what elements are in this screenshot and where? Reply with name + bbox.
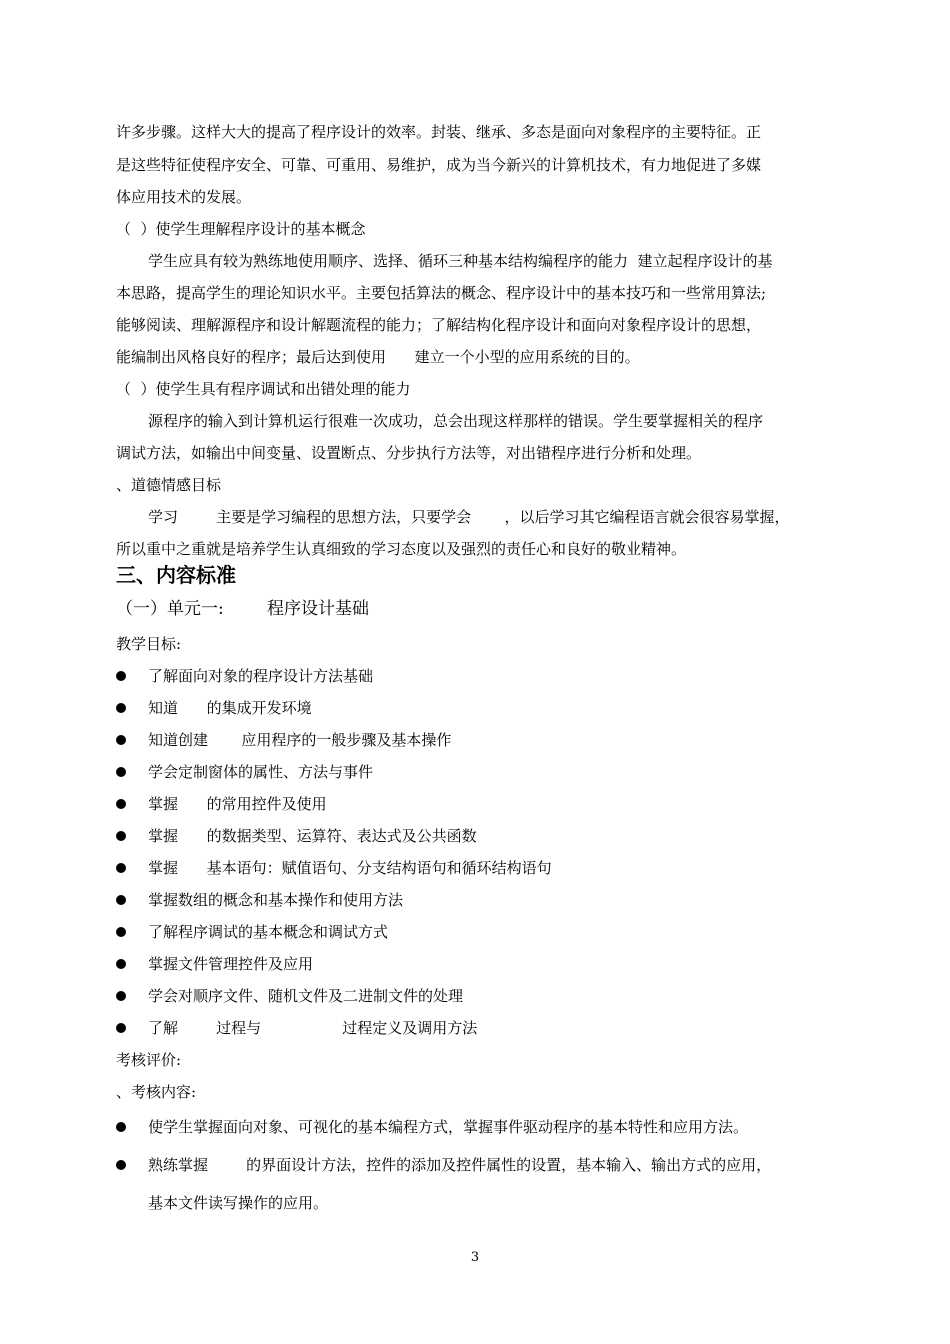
concept-line-3: 能够阅读、理解源程序和设计解题流程的能力；了解结构化程序设计和面向对象程序设计的思想， xyxy=(116,316,762,334)
objective-item xyxy=(116,794,836,814)
objective-item xyxy=(116,986,836,1006)
debug-title: （ ）使学生具有程序调试和出错处理的能力 xyxy=(116,380,411,398)
bullet-icon xyxy=(116,927,126,937)
objective-text: 掌握 的常用控件及使用 xyxy=(148,795,327,813)
moral-title: 、道德情感目标 xyxy=(116,476,222,494)
moral-line-1: 学习 主要是学习编程的思想方法，只要学会 ，以后学习其它编程语言就会很容易掌握， xyxy=(148,508,790,526)
concept-title: （ ）使学生理解程序设计的基本概念 xyxy=(116,220,366,238)
assessment-item xyxy=(116,1117,836,1137)
bullet-icon xyxy=(116,671,126,681)
objective-text: 了解面向对象的程序设计方法基础 xyxy=(148,667,374,685)
bullet-icon xyxy=(116,1023,126,1033)
assessment-text: 使学生掌握面向对象、可视化的基本编程方式，掌握事件驱动程序的基本特性和应用方法。 xyxy=(148,1118,749,1136)
assessment-content-label: 、考核内容: xyxy=(116,1083,197,1101)
assessment-item xyxy=(116,1155,836,1175)
intro-line-2: 是这些特征使程序安全、可靠、可重用、易维护，成为当今新兴的计算机技术，有力地促进了多媒 xyxy=(116,156,762,174)
objective-item xyxy=(116,730,836,750)
bullet-icon xyxy=(116,863,126,873)
concept-line-4: 能编制出风格良好的程序；最后达到使用 建立一个小型的应用系统的目的。 xyxy=(116,348,640,366)
section-heading: 三、内容标准 xyxy=(116,563,236,587)
concept-line-2: 本思路，提高学生的理论知识水平。主要包括算法的概念、程序设计中的基本技巧和一些常用算法; xyxy=(116,284,767,302)
concept-line-1: 学生应具有较为熟练地使用顺序、选择、循环三种基本结构编程序的能力 建立起程序设计的基 xyxy=(148,252,773,270)
objective-text: 知道 的集成开发环境 xyxy=(148,699,312,717)
bullet-icon xyxy=(116,895,126,905)
intro-line-1: 许多步骤。这样大大的提高了程序设计的效率。封装、继承、多态是面向对象程序的主要特征。正 xyxy=(116,123,762,141)
bullet-icon xyxy=(116,767,126,777)
objective-item xyxy=(116,762,836,782)
page-number: 3 xyxy=(470,1250,480,1265)
debug-line-1: 源程序的输入到计算机运行很难一次成功，总会出现这样那样的错误。学生要掌握相关的程序 xyxy=(148,412,764,430)
debug-line-2: 调试方法，如输出中间变量、设置断点、分步执行方法等，对出错程序进行分析和处理。 xyxy=(116,444,702,462)
objective-text: 知道创建 应用程序的一般步骤及基本操作 xyxy=(148,731,452,749)
objective-item xyxy=(116,890,836,910)
bullet-icon xyxy=(116,1122,126,1132)
objective-text: 掌握文件管理控件及应用 xyxy=(148,955,314,973)
intro-line-3: 体应用技术的发展。 xyxy=(116,188,252,206)
objective-text: 学会对顺序文件、随机文件及二进制文件的处理 xyxy=(148,987,464,1005)
objective-text: 掌握 的数据类型、运算符、表达式及公共函数 xyxy=(148,827,477,845)
unit-heading: （一）单元一: 程序设计基础 xyxy=(116,599,369,619)
objective-item xyxy=(116,1018,836,1038)
moral-line-2: 所以重中之重就是培养学生认真细致的学习态度以及强烈的责任心和良好的敬业精神。 xyxy=(116,540,687,558)
objective-item xyxy=(116,698,836,718)
bullet-icon xyxy=(116,831,126,841)
bullet-icon xyxy=(116,735,126,745)
objective-text: 掌握数组的概念和基本操作和使用方法 xyxy=(148,891,404,909)
bullet-icon xyxy=(116,799,126,809)
objective-text: 学会定制窗体的属性、方法与事件 xyxy=(148,763,374,781)
bullet-icon xyxy=(116,1160,126,1170)
objective-text: 了解程序调试的基本概念和调试方式 xyxy=(148,923,389,941)
objective-item xyxy=(116,826,836,846)
assessment-label: 考核评价: xyxy=(116,1051,182,1069)
bullet-icon xyxy=(116,959,126,969)
objective-item xyxy=(116,666,836,686)
objective-item xyxy=(116,922,836,942)
objective-item xyxy=(116,858,836,878)
bullet-icon xyxy=(116,703,126,713)
objective-text: 了解 过程与 过程定义及调用方法 xyxy=(148,1019,478,1037)
assessment-text: 熟练掌握 的界面设计方法，控件的添加及控件属性的设置，基本输入、输出方式的应用， xyxy=(148,1156,772,1174)
bullet-icon xyxy=(116,991,126,1001)
objective-text: 掌握 基本语句：赋值语句、分支结构语句和循环结构语句 xyxy=(148,859,552,877)
objectives-label: 教学目标: xyxy=(116,635,182,653)
assessment-continuation: 基本文件读写操作的应用。 xyxy=(148,1194,329,1212)
objective-item xyxy=(116,954,836,974)
